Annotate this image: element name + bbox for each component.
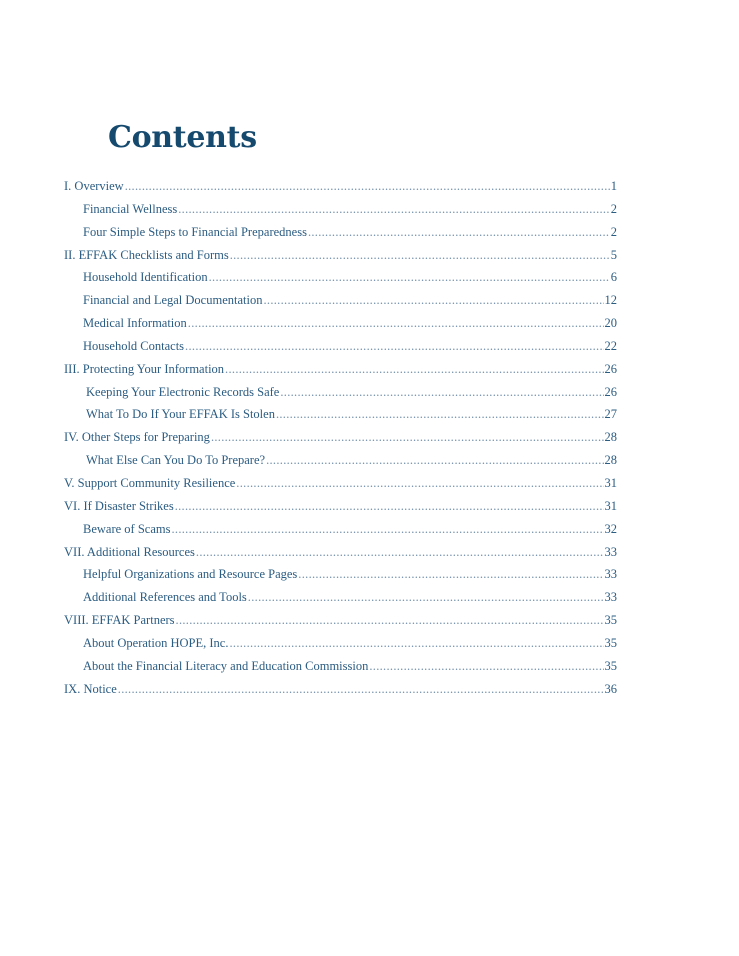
toc-subsection-entry[interactable] <box>64 590 617 613</box>
toc-subsection-entry[interactable] <box>64 339 617 362</box>
toc-entry-label: VIII. EFFAK Partners <box>64 613 175 628</box>
toc-entry-label: III. Protecting Your Information <box>64 361 225 376</box>
toc-page-number: 35 <box>604 613 617 628</box>
toc-entry-label: What Else Can You Do To Prepare? <box>86 453 266 468</box>
toc-dot-leader <box>118 682 604 697</box>
toc-page-number: 35 <box>604 658 617 673</box>
toc-subsection-entry[interactable] <box>64 316 617 339</box>
toc-dot-leader <box>211 430 604 445</box>
toc-dot-leader <box>248 590 604 605</box>
toc-subsection-entry[interactable] <box>64 522 617 545</box>
toc-page-number: 33 <box>604 567 617 582</box>
toc-dot-leader <box>196 545 604 560</box>
toc-subsection-entry[interactable] <box>64 202 617 225</box>
toc-page-number: 26 <box>604 361 617 376</box>
table-of-contents <box>64 179 617 704</box>
toc-dot-leader <box>263 293 603 308</box>
toc-page-number: 35 <box>604 635 617 650</box>
toc-subsection-entry[interactable] <box>64 636 617 659</box>
toc-page-number: 31 <box>604 475 617 490</box>
toc-section-entry[interactable] <box>64 476 617 499</box>
toc-entry-label: Helpful Organizations and Resource Pages <box>83 567 298 582</box>
toc-dot-leader <box>188 316 604 331</box>
toc-page-number: 6 <box>610 270 617 285</box>
toc-page-number: 27 <box>604 407 617 422</box>
toc-page-number: 33 <box>604 590 617 605</box>
toc-dot-leader <box>298 567 603 582</box>
toc-entry-label: II. EFFAK Checklists and Forms <box>64 247 229 262</box>
toc-page-number: 36 <box>604 681 617 696</box>
page-title: Contents <box>108 120 257 155</box>
toc-dot-leader <box>171 522 603 537</box>
toc-subsection-entry[interactable] <box>64 407 617 430</box>
toc-page-number: 22 <box>604 338 617 353</box>
toc-page-number: 2 <box>610 224 617 239</box>
toc-dot-leader <box>178 202 610 217</box>
toc-entry-label: Financial and Legal Documentation <box>83 293 263 308</box>
toc-subsection-entry[interactable] <box>64 293 617 316</box>
toc-entry-label: About the Financial Literacy and Education Commission <box>83 658 369 673</box>
toc-page-number: 5 <box>610 247 617 262</box>
toc-page-number: 12 <box>604 293 617 308</box>
toc-page-number: 32 <box>604 521 617 536</box>
toc-section-entry[interactable] <box>64 362 617 385</box>
toc-entry-label: What To Do If Your EFFAK Is Stolen <box>86 407 275 422</box>
toc-dot-leader <box>176 613 604 628</box>
toc-dot-leader <box>175 499 604 514</box>
toc-subsection-entry[interactable] <box>64 225 617 248</box>
toc-entry-label: I. Overview <box>64 179 124 193</box>
toc-entry-label: Additional References and Tools <box>83 590 247 605</box>
toc-subsection-entry[interactable] <box>64 385 617 408</box>
toc-section-entry[interactable] <box>64 430 617 453</box>
toc-dot-leader <box>209 270 610 285</box>
toc-entry-label: Beware of Scams <box>83 521 171 536</box>
toc-page-number: 28 <box>604 453 617 468</box>
toc-page-number: 2 <box>610 201 617 216</box>
toc-subsection-entry[interactable] <box>64 659 617 682</box>
toc-subsection-entry[interactable] <box>64 567 617 590</box>
toc-page-number: 20 <box>604 316 617 331</box>
toc-dot-leader <box>125 179 610 194</box>
toc-entry-label: Household Contacts <box>83 338 185 353</box>
toc-entry-label: VII. Additional Resources <box>64 544 195 559</box>
toc-dot-leader <box>225 362 603 377</box>
toc-subsection-entry[interactable] <box>64 270 617 293</box>
toc-page-number: 26 <box>604 384 617 399</box>
toc-page-number: 28 <box>604 430 617 445</box>
toc-dot-leader <box>276 407 604 422</box>
toc-entry-label: IV. Other Steps for Preparing <box>64 430 210 445</box>
toc-dot-leader <box>229 636 603 651</box>
toc-dot-leader <box>280 385 603 400</box>
toc-entry-label: IX. Notice <box>64 681 117 696</box>
toc-entry-label: Financial Wellness <box>83 201 178 216</box>
toc-dot-leader <box>230 248 610 263</box>
toc-section-entry[interactable] <box>64 682 617 705</box>
toc-entry-label: Keeping Your Electronic Records Safe <box>86 384 280 399</box>
toc-dot-leader <box>308 225 610 240</box>
toc-entry-label: About Operation HOPE, Inc. <box>83 635 229 650</box>
toc-dot-leader <box>266 453 603 468</box>
toc-section-entry[interactable] <box>64 613 617 636</box>
toc-page-number: 33 <box>604 544 617 559</box>
toc-page-number: 1 <box>610 179 617 193</box>
toc-entry-label: VI. If Disaster Strikes <box>64 498 174 513</box>
toc-section-entry[interactable] <box>64 545 617 568</box>
toc-dot-leader <box>369 659 603 674</box>
toc-entry-label: V. Support Community Resilience <box>64 475 236 490</box>
toc-page-number: 31 <box>604 498 617 513</box>
toc-dot-leader <box>236 476 603 491</box>
toc-section-entry[interactable] <box>64 179 617 202</box>
toc-entry-label: Medical Information <box>83 316 187 331</box>
toc-subsection-entry[interactable] <box>64 453 617 476</box>
toc-section-entry[interactable] <box>64 248 617 271</box>
toc-entry-label: Four Simple Steps to Financial Preparedness <box>83 224 307 239</box>
toc-section-entry[interactable] <box>64 499 617 522</box>
toc-entry-label: Household Identification <box>83 270 208 285</box>
toc-dot-leader <box>185 339 603 354</box>
